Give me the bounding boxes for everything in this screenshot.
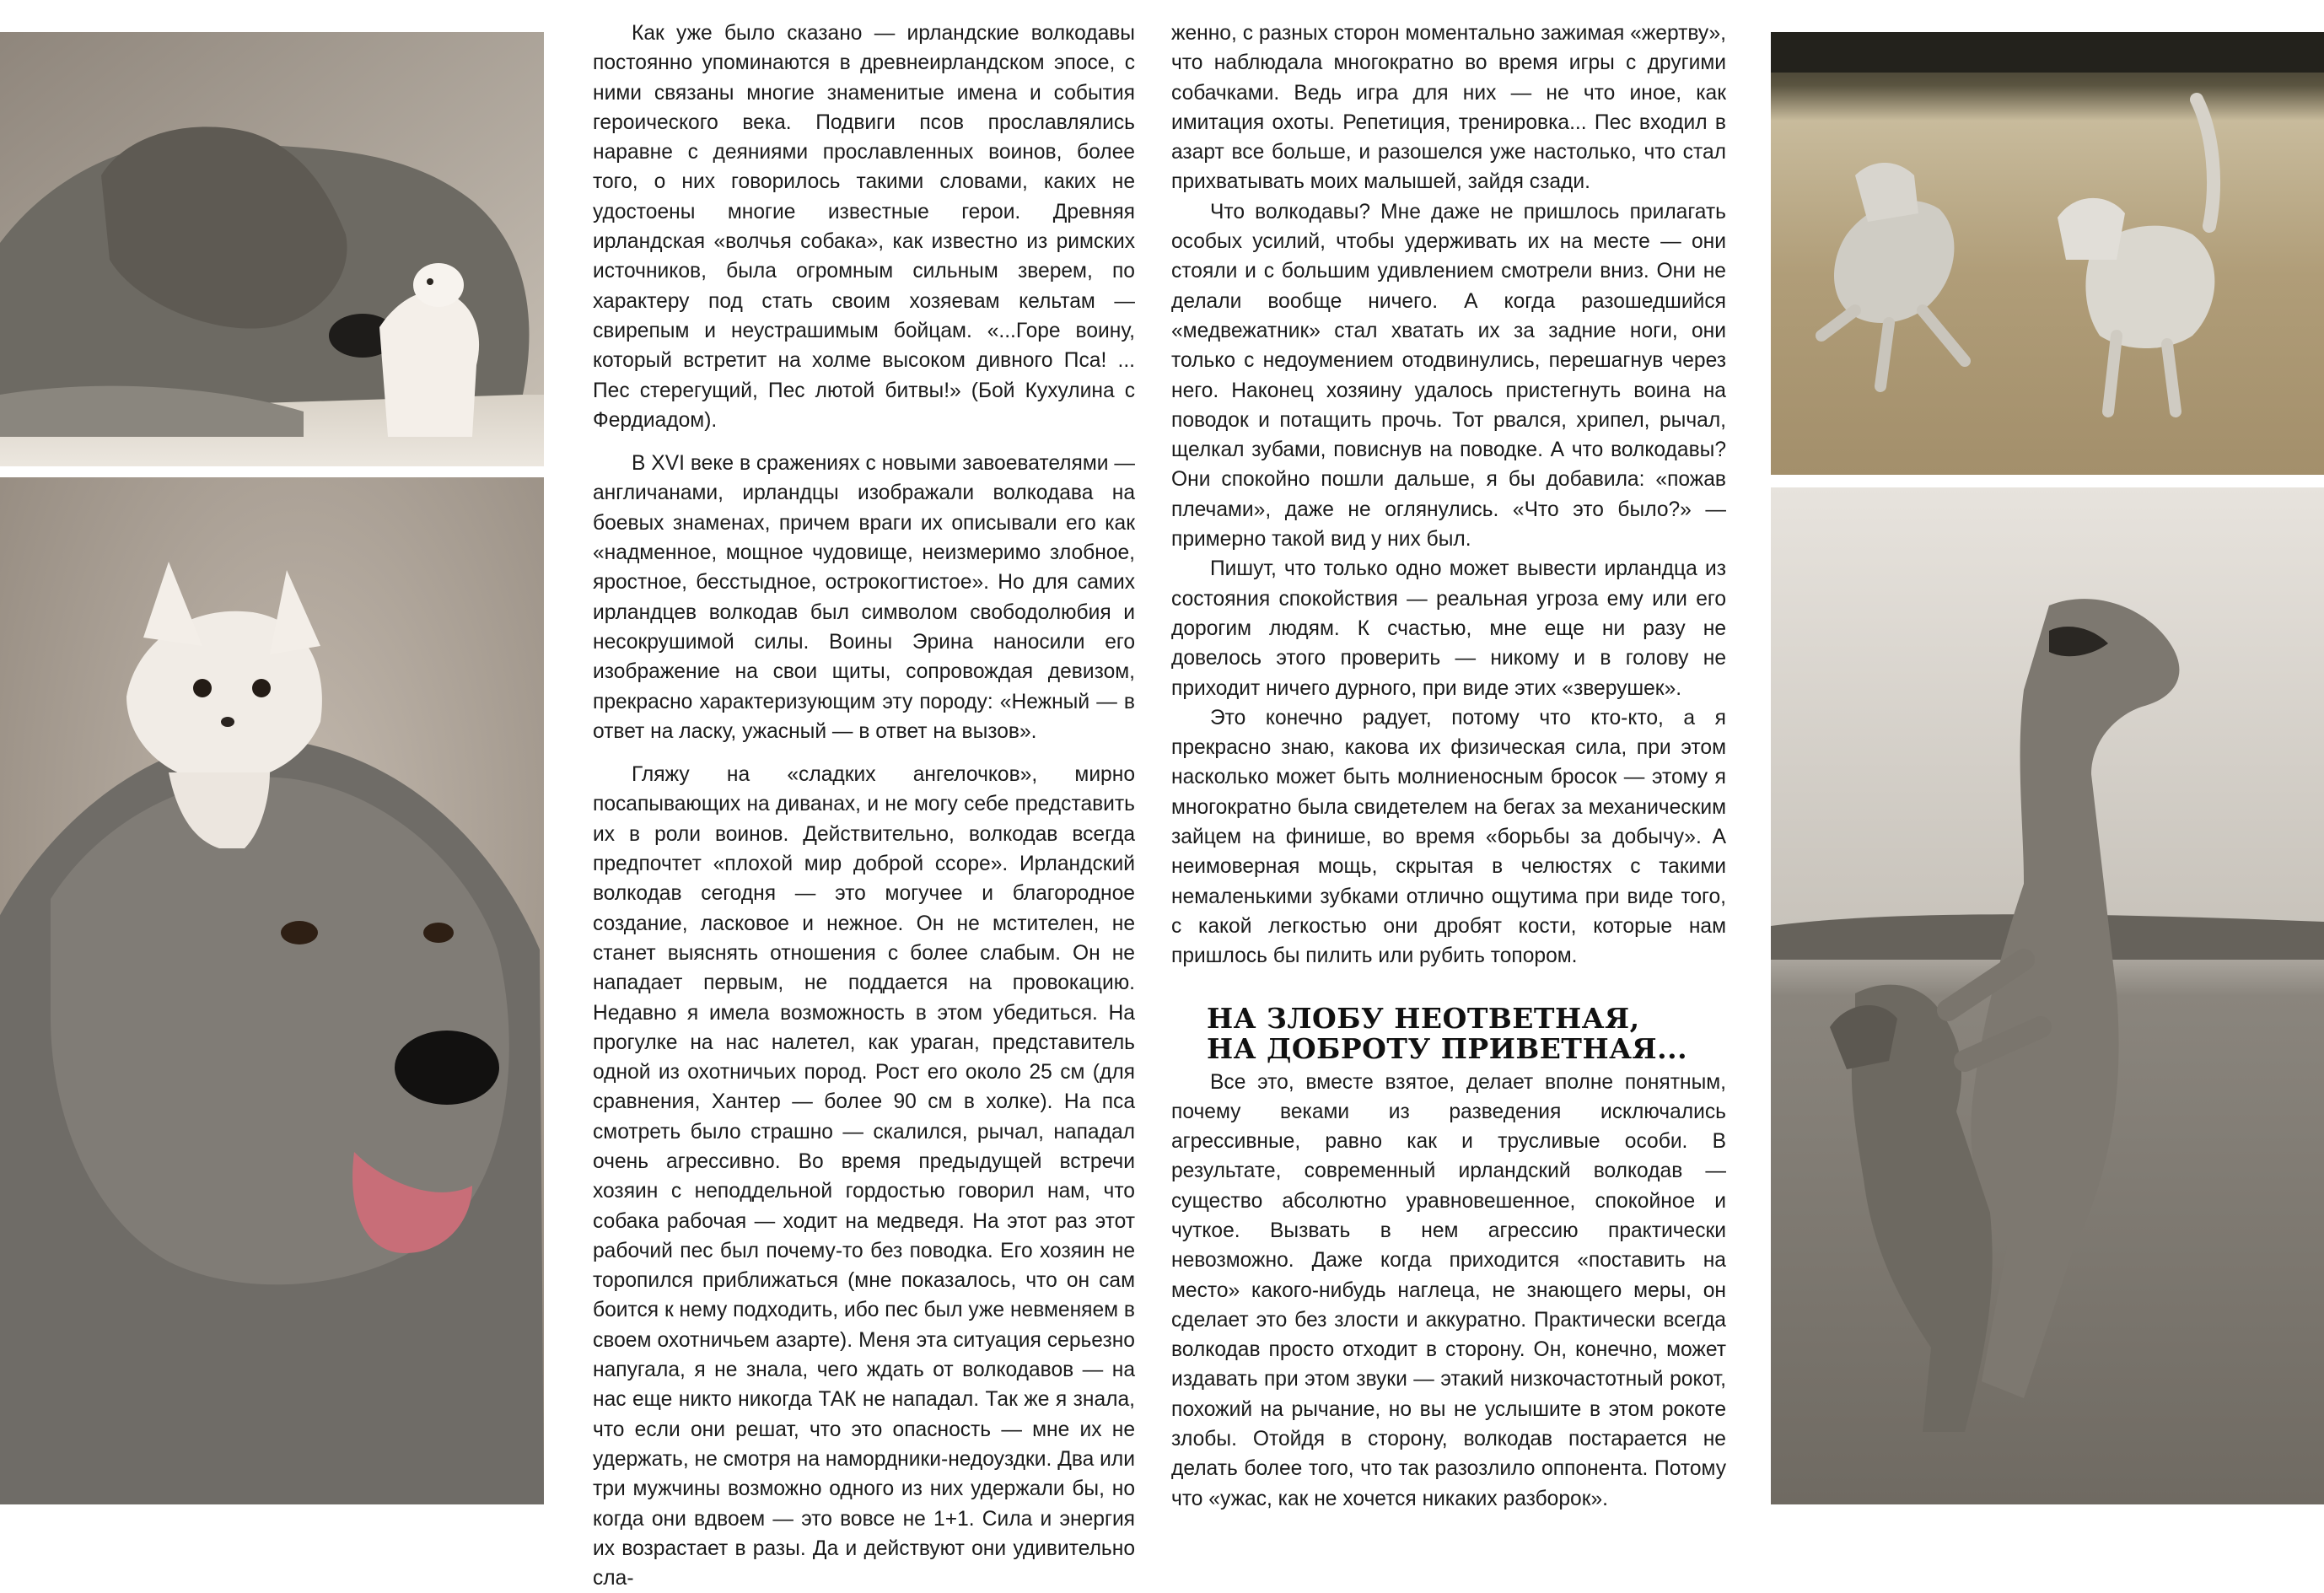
photo-wolfhounds-running-field [1771,32,2324,475]
article-column-2 [1171,19,1726,1514]
col2-paragraph-5: Все это, вместе взятое, делает вполне понятным, почему веками из разведения исключались агрессивные, равно как и трусливые особи. В результате, современный ирландский волкодав — существо абсолютно уравновешенное, спокойное и чуткое. Вызвать в нем агрессию практически невозможно. Даже когда приходится «поставить на место» какого-нибудь наглеца, не знающего меры, он сделает это без злости и аккуратно. Практически всегда волкодав просто отходит в сторону. Он, конечно, может издавать при этом звуки — этакий низкочастотный рокот, похожий на рычание, но вы не услышите в этом рокоте злобы. Отойдя в сторону, волкодав постарается не делать более того, что так разозлило оппонента. Потому что «ужас, как не хочется никаких разборок». [1171,1070,1726,1510]
col2-paragraph-1: женно, с разных сторон моментально зажимая «жертву», что наблюдала многократно во время игры с другими собачками. Ведь игра для них — не что иное, как имитация охоты. Репетиция, тренировка... Пес входил в азарт все больше, и разошелся уже настолько, что стал прихватывать моих малышей, зайдя сзади. [1171,22,1726,194]
section-heading-line-1: НА ЗЛОБУ НЕОТВЕТНАЯ, [1207,1001,1640,1035]
col2-paragraph-4: Это конечно радует, потому что кто-кто, а я прекрасно знаю, какова их физическая сила, при этом насколько может быть молниеносным бросок — этому я многократно была свидетелем на бегах за механическим зайцем на финише, во время «борьбы за добычу». А неимоверная мощь, скрытая в челюстях с такими немаленькими зубками отлично ощутима при виде того, с какой легкостью они дробят кости, которые нам пришлось бы пилить или рубить топором. [1171,706,1726,968]
article-column-1 [593,19,1135,1593]
col1-paragraph-3: Гляжу на «сладких ангелочков», мирно посапывающих на диванах, и не могу себе представить их в роли воинов. Действительно, волкодав всегда предпочтет «плохой мир доброй ссоре». Ирландский волкодав сегодня — это могучее и благородное создание, ласковое и нежное. Он не мстителен, не станет выяснять отношения с более слабым. Он не нападает первым, не поддается на провокацию. Недавно я имела возможность в этом убедиться. На прогулке на нас налетел, как ураган, представитель одной из охотничьих пород. Рост его около 25 см (для сравнения, Хантер — более 90 см в холке). На пса смотреть было страшно — скалился, рычал, нападал очень агрессивно. Во время предыдущей встречи хозяин с неподдельной гордостью говорил нам, что собака рабочая — ходит на медведя. На этот раз этот рабочий пес был почему-то без поводка. Его хозяин не торопился приближаться (мне показалось, что он сам боится к нему подходить, ибо пес был уже невменяем в своем охотничьем азарте). Меня эта ситуация серьезно напугала, я не знала, чего ждать от волкодавов — на нас еще никто никогда ТАК не нападал. Так же я знала, что если они решат, что это опасность — мне их не удержать, не смотря на намордники-недоуздки. Два или три мужчины возможно одного из них удержали бы, но когда они вдвоем — это вовсе не 1+1. Сила и энергия их возрастает в разы. Да и действуют они удивительно сла- [593,763,1135,1590]
col2-paragraph-2: Что волкодавы? Мне даже не пришлось прилагать особых усилий, чтобы удерживать их на месте — они стояли и с большим удивлением смотрели вниз. Они не делали вообще ничего. А когда разошедшийся «медвежатник» стал хватать их за задние ноги, они только с недоумением отодвинулись, перешагнув через него. Наконец хозяину удалось пристегнуть воина на поводок и потащить прочь. Тот рвался, хрипел, рычал, щелкал зубами, повиснув на поводке. А что волкодавы? Они спокойно пошли дальше, я бы добавила: «пожав плечами», даже не оглянулись. «Что это было?» — примерно такой вид у них был. [1171,200,1726,552]
photo-chihuahua-on-wolfhound-head [0,477,544,1504]
col1-paragraph-1: Как уже было сказано — ирландские волкодавы постоянно упоминаются в древнеирландском эпосе, с ними связаны многие знаменитые имена и события героического века. Подвиги псов прославлялись наравне с деяниями прославленных воинов, более того, о них говорилось такими словами, каких не удостоены многие известные герои. Древняя ирландская «волчья собака», как известно из римских источников, была огромным сильным зверем, по характеру под стать своим хозяевам кельтам — свирепым и неустрашимым бойцам. «...Горе воину, который встретит на холме высоком дивного Пса! ... Пес стерегущий, Пес лютой битвы!» (Бой Кухулина с Фердиадом). [593,22,1135,432]
photo-wolfhounds-playing-sepia [1771,487,2324,1504]
col2-paragraph-3: Пишут, что только одно может вывести ирландца из состояния спокойствия — реальная угроза ему или его дорогим людям. К счастью, мне еще ни разу не довелось этого проверить — никому и в голову не приходит ничего дурного, при виде этих «зверушек». [1171,557,1726,700]
section-heading-line-2: НА ДОБРОТУ ПРИВЕТНАЯ... [1207,1031,1688,1065]
photo-wolfhound-with-chihuahua-lying [0,32,544,466]
col1-paragraph-2: В XVI веке в сражениях с новыми завоевателями — англичанами, ирландцы изображали волкодава на боевых знаменах, причем враги их описывали его как «надменное, мощное чудовище, неизмеримо злобное, яростное, бесстыдное, острокогтистое». Но для самих ирландцев волкодав был символом свободолюбия и несокрушимой силы. Воины Эрина наносили его изображение на свои щиты, сопровождая девизом, прекрасно характеризующим эту породу: «Нежный — в ответ на ласку, ужасный — в ответ на вызов». [593,452,1135,743]
section-heading [1207,1001,1726,1065]
